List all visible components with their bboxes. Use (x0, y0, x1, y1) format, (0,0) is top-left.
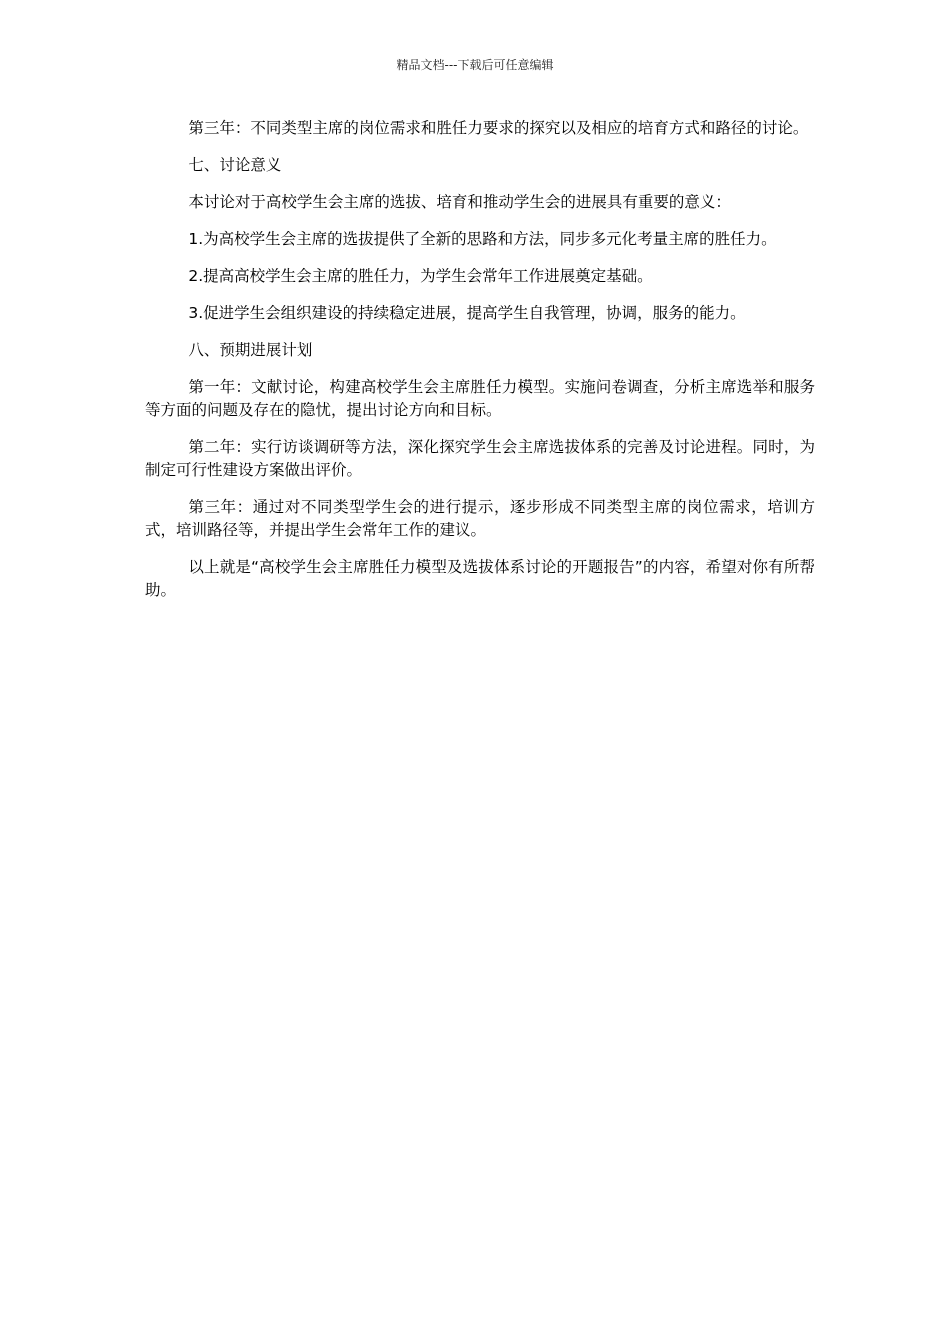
section-heading-plan: 八、预期进展计划 (188, 341, 313, 359)
paragraph-third-year-research: 第三年：不同类型主席的岗位需求和胜任力要求的探究以及相应的培育方式和路径的讨论。 (188, 119, 809, 137)
list-item-significance-2: 2.提高高校学生会主席的胜任力，为学生会常年工作进展奠定基础。 (188, 267, 653, 285)
paragraph-plan-year-3: 第三年：通过对不同类型学生会的进行提示，逐步形成不同类型主席的岗位需求，培训方式，培训路径等，并提出学生会常年工作的建议。 (145, 498, 815, 539)
paragraph-closing: 以上就是“高校学生会主席胜任力模型及选拔体系讨论的开题报告”的内容，希望对你有所帮助。 (145, 558, 815, 599)
paragraph-significance-intro: 本讨论对于高校学生会主席的选拔、培育和推动学生会的进展具有重要的意义： (188, 193, 731, 211)
document-body (145, 117, 815, 616)
section-heading-significance: 七、讨论意义 (188, 156, 282, 174)
paragraph-plan-year-2: 第二年：实行访谈调研等方法，深化探究学生会主席选拔体系的完善及讨论进程。同时，为制定可行性建设方案做出评价。 (145, 438, 815, 479)
list-item-significance-3: 3.促进学生会组织建设的持续稳定进展，提高学生自我管理，协调，服务的能力。 (188, 304, 746, 322)
paragraph-plan-year-1: 第一年：文献讨论，构建高校学生会主席胜任力模型。实施问卷调查，分析主席选举和服务等方面的问题及存在的隐忧，提出讨论方向和目标。 (145, 378, 815, 419)
list-item-significance-1: 1.为高校学生会主席的选拔提供了全新的思路和方法，同步多元化考量主席的胜任力。 (188, 230, 777, 248)
page-header: 精品文档---下载后可任意编辑 (396, 58, 554, 72)
